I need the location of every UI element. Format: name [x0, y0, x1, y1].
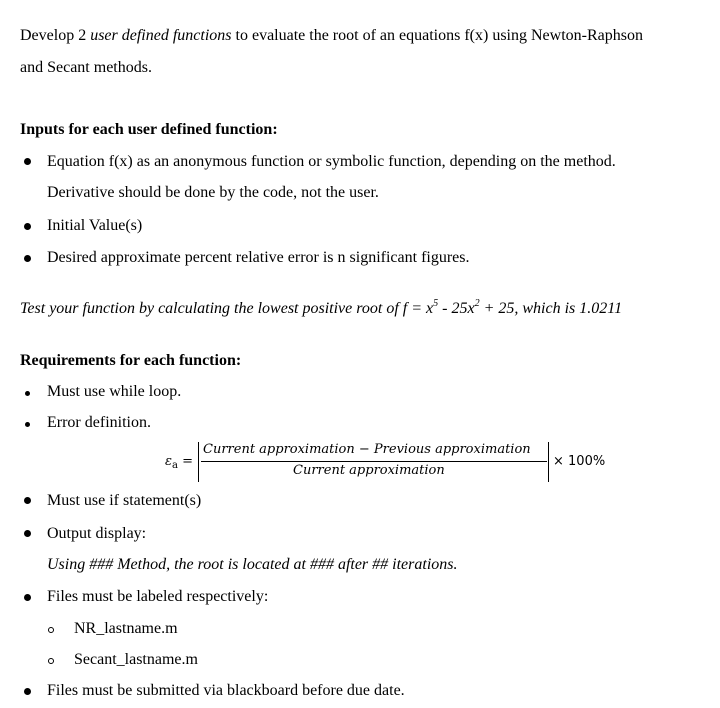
epsilon-subscript: a — [171, 460, 178, 471]
bullet-marker — [24, 223, 31, 230]
inputs-item-1-cont: Derivative should be done by the code, not the user. — [47, 184, 379, 201]
epsilon-symbol: ε — [165, 454, 172, 469]
requirements-item-4: Output display: — [47, 525, 147, 542]
abs-bar-right — [548, 442, 549, 482]
inputs-item-3: Desired approximate percent relative error is n significant figures. — [47, 249, 470, 266]
inputs-heading: Inputs for each user defined function: — [20, 121, 278, 138]
intro-text-pre: Develop 2 — [20, 27, 91, 44]
test-instruction — [20, 299, 622, 319]
requirements-item-5: Files must be labeled respectively: — [47, 588, 269, 605]
formula-multiplier: × 100% — [553, 454, 606, 469]
test-eq: = x — [407, 300, 434, 317]
inputs-item-1: Equation f(x) as an anonymous function or symbolic function, depending on the method. — [47, 153, 616, 170]
output-display-example: Using ### Method, the root is located at ### after ## iterations. — [47, 556, 458, 573]
formula-equals: = — [182, 454, 193, 469]
formula-denominator: Current approximation — [293, 463, 445, 478]
fraction-rule — [201, 461, 547, 462]
bullet-marker — [24, 497, 31, 504]
bullet-marker — [24, 594, 31, 601]
abs-bar-left — [198, 442, 199, 482]
intro-text-post: to evaluate the root of an equations f(x) using Newton-Raphson — [231, 27, 643, 44]
requirements-item-2: Error definition. — [47, 414, 151, 431]
inputs-item-2: Initial Value(s) — [47, 217, 143, 234]
test-text-pre: Test your function by calculating the lowest positive root of — [20, 300, 403, 317]
test-exp5: 5 — [433, 297, 439, 309]
requirements-heading: Requirements for each function: — [20, 352, 242, 369]
file-name-nr: NR_lastname.m — [74, 620, 178, 637]
intro-line-1 — [20, 26, 643, 46]
bullet-marker — [25, 422, 30, 427]
bullet-marker — [24, 255, 31, 262]
requirements-item-1: Must use while loop. — [47, 383, 182, 400]
requirements-item-3: Must use if statement(s) — [47, 492, 202, 509]
file-name-secant: Secant_lastname.m — [74, 651, 198, 668]
formula-epsilon — [165, 454, 193, 469]
requirements-item-6: Files must be submitted via blackboard before due date. — [47, 682, 405, 699]
intro-line-2: and Secant methods. — [20, 59, 152, 76]
test-exp2: 2 — [474, 297, 480, 309]
sub-bullet-marker — [48, 627, 54, 633]
test-f: f — [402, 300, 408, 317]
intro-emphasis: user defined functions — [90, 27, 232, 44]
bullet-marker — [24, 688, 31, 695]
formula-numerator: Current approximation − Previous approximation — [203, 442, 531, 457]
bullet-marker — [24, 530, 31, 537]
test-mid: - 25x — [438, 300, 475, 317]
bullet-marker — [25, 391, 30, 396]
bullet-marker — [24, 158, 31, 165]
test-text-post: + 25, which is 1.0211 — [479, 300, 623, 317]
sub-bullet-marker — [48, 658, 54, 664]
